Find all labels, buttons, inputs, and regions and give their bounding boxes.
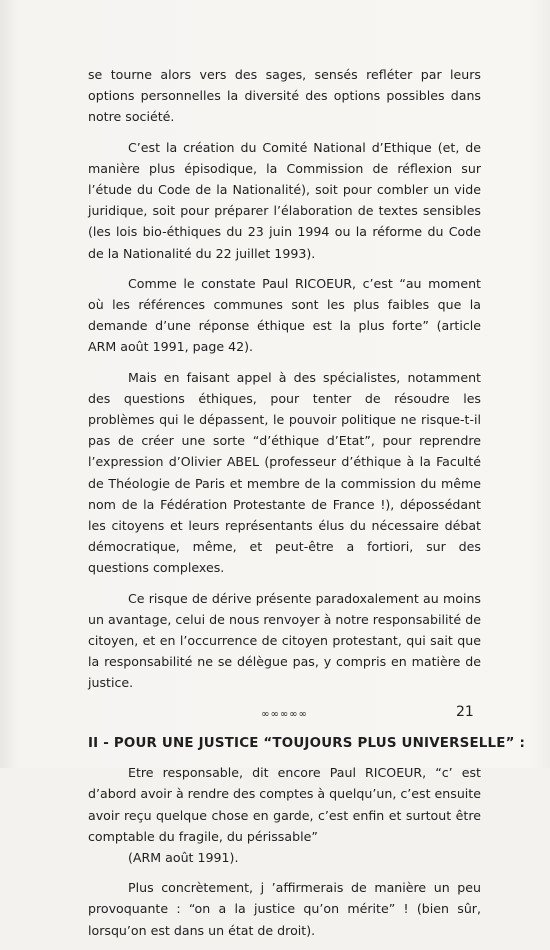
page-number: 21	[456, 704, 474, 720]
section-heading: II - POUR UNE JUSTICE “TOUJOURS PLUS UNIVERSELLE” :	[88, 735, 526, 751]
paragraph-5: Ce risque de dérive présente paradoxalement au moins un avantage, celui de nous renvoyer à notre responsabilité de citoyen, et en l’occurrence de citoyen protestant, qui sait que la responsabilité ne se délègue pas, y compris en matière de justice.	[88, 590, 481, 691]
section-paragraph-1: Etre responsable, dit encore Paul RICOEUR, “c’ est d’abord avoir à rendre des comptes à quelqu’un, c’est ensuite avoir reçu quelque chose en garde, c’est enfin et surtout être comptable du fragile, du périssable”	[88, 765, 481, 844]
paragraph-1: se tourne alors vers des sages, sensés refléter par leurs options personnelles la diversité des options possibles dans notre société.	[88, 67, 481, 125]
paragraph-4: Mais en faisant appel à des spécialistes, notamment des questions éthiques, pour tenter de résoudre les problèmes qui le dépassent, le pouvoir politique ne risque-t-il pas de créer une sorte “d’éthique d’Etat”, pour reprendre l’expression d’Olivier ABEL (professeur d’éthique à la Faculté de Théologie de Paris et membre de la commission du même nom de la Fédération Protestante de France !), dépossédant les citoyens et leurs représentants élus du nécessaire débat démocratique, même, et peut-être a fortiori, sur des questions complexes.	[88, 369, 481, 576]
text-column	[88, 64, 526, 950]
paragraph-2: C’est la création du Comité National d’Ethique (et, de manière plus épisodique, la Commission de réflexion sur l’étude du Code de la Nationalité), soit pour combler un vide juridique, soit pour préparer l’élaboration de textes sensibles (les lois bio-éthiques du 23 juin 1994 ou la réforme du Code de la Nationalité du 22 juillet 1993).	[88, 139, 481, 261]
section-divider: ∞∞∞∞∞	[261, 708, 308, 720]
paragraph-3: Comme le constate Paul RICOEUR, c’est “au moment où les références communes sont les plus faibles que la demande d’une réponse éthique est la plus forte” (article ARM août 1991, page 42).	[88, 275, 481, 355]
section-citation: (ARM août 1991).	[128, 849, 239, 865]
section-paragraph-2: Plus concrètement, j ’affirmerais de manière un peu provoquante : “on a la justice qu’on mérite” ! (bien sûr, lorsqu’on est dans un état de droit).	[88, 880, 481, 938]
